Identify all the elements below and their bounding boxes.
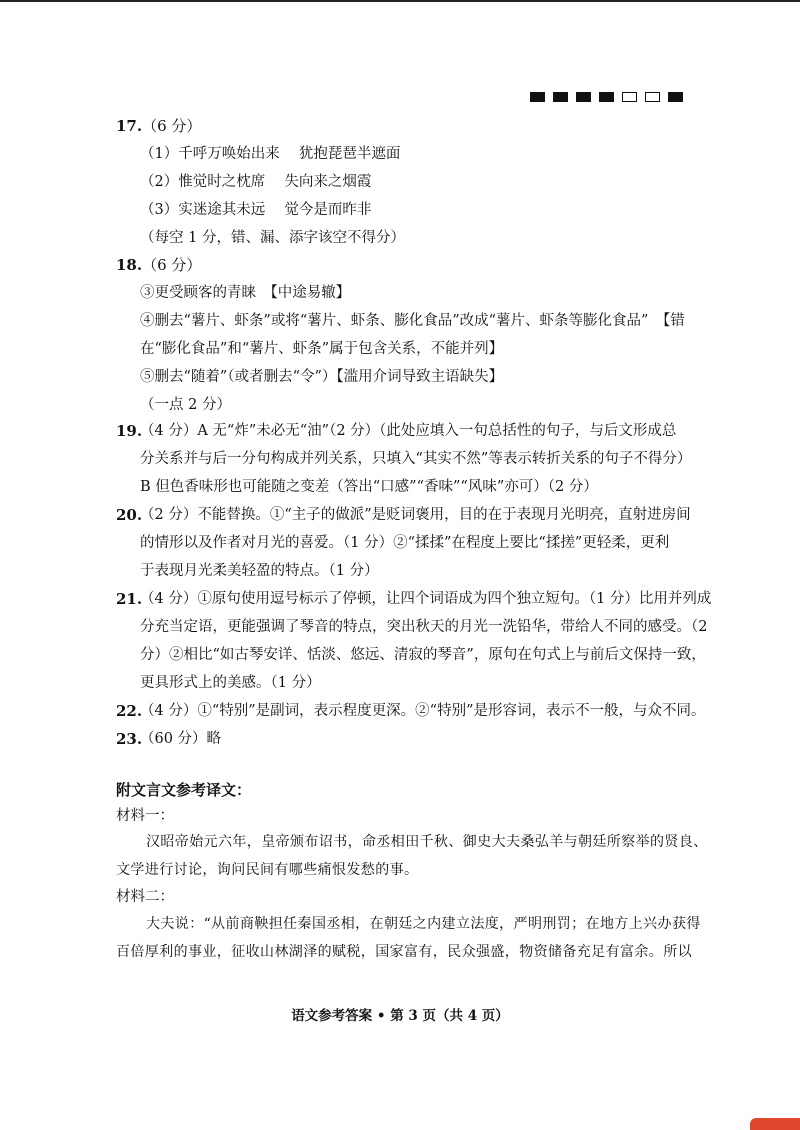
marker-block xyxy=(599,92,614,102)
marker-block xyxy=(645,92,660,102)
question-17-line-2: （2）惟觉时之枕席 失向来之烟霞 xyxy=(140,174,372,190)
top-border-line xyxy=(0,0,800,2)
material-1-line-1: 汉昭帝始元六年，皇帝颁布诏书，命丞相田千秋、御史大夫桑弘羊与朝廷所察举的贤良、 xyxy=(146,834,708,850)
question-21-line-2: 分充当定语，更能强调了琴音的特点，突出秋天的月光一洗铅华，带给人不同的感受。（2 xyxy=(140,619,708,635)
page-marker-blocks xyxy=(530,92,683,102)
question-18-line-5: （一点 2 分） xyxy=(140,397,231,413)
material-2-line-2: 百倍厚利的事业，征收山林湖泽的赋税，国家富有，民众强盛，物资储备充足有富余。所以 xyxy=(116,944,692,960)
question-20-line-2: 的情形以及作者对月光的喜爱。（1 分）②“揉揉”在程度上要比“揉搓”更轻柔，更利 xyxy=(140,535,670,551)
question-17-line-1: （1）千呼万唤始出来 犹抱琵琶半遮面 xyxy=(140,146,401,162)
material-1-label: 材料一： xyxy=(116,808,174,824)
question-21-line-1: （4 分）①原句使用逗号标示了停顿，让四个词语成为四个独立短句。（1 分）比用并列成 xyxy=(140,591,712,607)
material-1-line-2: 文学进行讨论，询问民间有哪些痛恨发愁的事。 xyxy=(116,862,419,878)
question-17-number: 17.（6 分） xyxy=(116,117,202,135)
question-17-note: （每空 1 分，错、漏、添字该空不得分） xyxy=(140,230,405,246)
page-footer: 语文参考答案 • 第 3 页（共 4 页） xyxy=(291,1008,509,1024)
question-20-line-3: 于表现月光柔美轻盈的特点。（1 分） xyxy=(140,563,379,579)
question-22-number: 22. xyxy=(116,702,143,720)
question-20-number: 20. xyxy=(116,506,143,524)
question-22-text: （4 分）①“特别”是副词，表示程度更深。②“特别”是形容词，表示不一般，与众不同。 xyxy=(140,703,706,719)
question-17-line-3: （3）实迷途其未远 觉今是而昨非 xyxy=(140,202,372,218)
question-19-line-3: B 但色香味形也可能随之变差（答出“口感”“香味”“风味”亦可）（2 分） xyxy=(140,479,598,495)
marker-block xyxy=(530,92,545,102)
marker-block xyxy=(668,92,683,102)
question-21-line-4: 更具形式上的美感。（1 分） xyxy=(140,675,321,691)
question-21-line-3: 分）②相比“如古琴安详、恬淡、悠远、清寂的琴音”，原句在句式上与前后文保持一致， xyxy=(140,647,706,663)
appendix-title: 附文言文参考译文： xyxy=(116,781,252,799)
question-23-text: （60 分）略 xyxy=(140,731,222,747)
question-18-line-1: ③更受顾客的青睐 【中途易辙】 xyxy=(140,285,351,301)
question-18-line-2: ④删去“薯片、虾条”或将“薯片、虾条、膨化食品”改成“薯片、虾条等膨化食品” 【错 xyxy=(140,313,685,329)
material-2-label: 材料二： xyxy=(116,889,174,905)
marker-block xyxy=(553,92,568,102)
question-23-number: 23. xyxy=(116,730,143,748)
question-18-line-3: 在“膨化食品”和“薯片、虾条”属于包含关系，不能并列】 xyxy=(140,341,504,357)
question-18-line-4: ⑤删去“随着”（或者删去“令”）【滥用介词导致主语缺失】 xyxy=(140,369,504,385)
question-19-line-2: 分关系并与后一分句构成并列关系，只填入“其实不然”等表示转折关系的句子不得分） xyxy=(140,451,692,467)
question-20-line-1: （2 分）不能替换。①“主子的做派”是贬词褒用，目的在于表现月光明亮，直射进房间 xyxy=(140,507,691,523)
material-2-line-1: 大夫说：“从前商鞅担任秦国丞相，在朝廷之内建立法度，严明刑罚；在地方上兴办获得 xyxy=(146,916,701,932)
question-19-line-1: （4 分）A 无“炸”未必无“油”（2 分）（此处应填入一句总括性的句子，与后文形成总 xyxy=(140,423,677,439)
question-21-number: 21. xyxy=(116,590,143,608)
marker-block xyxy=(576,92,591,102)
corner-tab xyxy=(750,1118,800,1130)
question-18-number: 18.（6 分） xyxy=(116,256,202,274)
marker-block xyxy=(622,92,637,102)
question-19-number: 19. xyxy=(116,422,143,440)
